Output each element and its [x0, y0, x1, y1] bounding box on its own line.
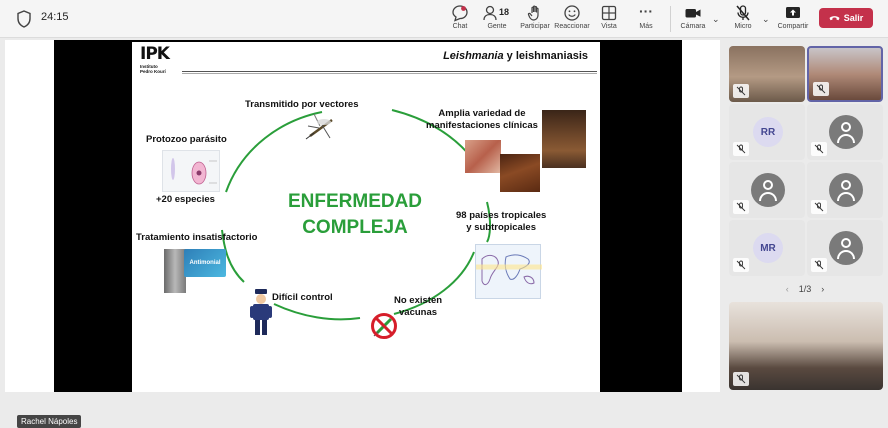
participant-initials-mr: MR — [753, 233, 783, 263]
grid-view-icon — [600, 4, 618, 22]
pager-next-chevron-icon[interactable]: › — [821, 284, 825, 294]
person-avatar-icon — [829, 115, 863, 149]
mic-button[interactable]: Micro — [730, 4, 756, 36]
logo-line-1: Instituto — [140, 64, 158, 69]
mic-options-chevron-icon[interactable]: ⌄ — [762, 14, 770, 24]
participant-tile-avatar-1[interactable] — [807, 104, 883, 160]
slide-center-heading: ENFERMEDAD COMPLEJA — [287, 191, 423, 238]
share-button[interactable]: Compartir — [776, 4, 810, 36]
logo-mark: IPK — [140, 44, 169, 64]
people-icon — [482, 4, 498, 22]
camera-icon — [684, 4, 702, 22]
label-paises: 98 países tropicales y subtropicales — [456, 210, 547, 233]
clinical-photo-face — [500, 154, 540, 192]
react-button[interactable]: Reaccionar — [554, 4, 590, 36]
shield-icon — [16, 10, 32, 28]
participant-initials-rr: RR — [753, 117, 783, 147]
leave-button[interactable]: Salir — [819, 8, 873, 28]
raise-hand-button[interactable]: Participar — [518, 4, 552, 36]
meeting-timer: 24:15 — [41, 11, 69, 23]
participant-tile-mr[interactable] — [729, 220, 805, 276]
drug-label: Antimonial — [189, 260, 221, 266]
view-button[interactable]: Vista — [596, 4, 622, 36]
person-avatar-icon — [751, 173, 785, 207]
participant-tile-rr[interactable] — [729, 104, 805, 160]
people-button[interactable]: 18 Gente — [480, 4, 514, 36]
mic-off-icon — [733, 200, 749, 214]
participant-tile-video-1[interactable] — [729, 46, 805, 102]
participant-tile-avatar-4[interactable] — [807, 220, 883, 276]
mic-off-icon — [734, 4, 752, 22]
label-tratamiento: Tratamiento insatisfactorio — [136, 232, 258, 243]
parasite-cell-icon — [163, 151, 221, 193]
drug-label-card — [184, 249, 226, 277]
smiley-icon — [563, 4, 581, 22]
participant-tile-avatar-2[interactable] — [729, 162, 805, 218]
person-avatar-icon — [829, 173, 863, 207]
mic-off-icon — [733, 142, 749, 156]
meeting-toolbar — [0, 0, 888, 38]
world-map-icon — [476, 245, 542, 300]
mic-off-icon — [813, 82, 829, 96]
more-button[interactable]: ··· Más — [634, 4, 658, 36]
phone-hangup-icon — [829, 14, 840, 22]
pager-prev-chevron-icon[interactable]: ‹ — [785, 284, 789, 294]
label-especies: +20 especies — [156, 194, 215, 205]
toolbar-divider — [670, 6, 671, 32]
participant-pager — [760, 284, 850, 294]
more-dots-icon: ··· — [639, 3, 653, 19]
participant-tile-video-2[interactable] — [807, 46, 883, 102]
label-vacunas: No existen vacunas — [394, 295, 443, 318]
mic-off-icon — [811, 258, 827, 272]
logo-line-2: Pedro Kourí — [140, 69, 166, 74]
hand-icon — [526, 4, 544, 22]
police-officer-icon — [249, 289, 273, 339]
camera-button[interactable]: Cámara — [678, 4, 708, 36]
label-vectores: Transmitido por vectores — [245, 99, 359, 110]
label-manifestaciones: Amplia variedad de manifestaciones clínicas — [426, 108, 538, 131]
drug-box-image — [164, 249, 186, 293]
slide-title: Leishmania y leishmaniasis — [443, 50, 588, 62]
clinical-photo-lesion — [465, 140, 501, 173]
chat-button[interactable]: Chat — [446, 4, 474, 36]
world-map-image — [475, 244, 541, 299]
mic-off-icon — [733, 84, 749, 98]
mic-off-icon — [733, 258, 749, 272]
mic-off-icon — [811, 200, 827, 214]
presenter-name-tag: Rachel Nápoles — [17, 415, 81, 428]
presentation-slide — [132, 42, 600, 392]
clinical-photo-child — [542, 110, 586, 168]
share-icon — [784, 4, 802, 22]
mic-off-icon — [733, 372, 749, 386]
self-video-tile[interactable] — [729, 302, 883, 390]
parasite-diagram-image — [162, 150, 220, 192]
label-protozoo: Protozoo parásito — [146, 134, 227, 145]
person-avatar-icon — [829, 231, 863, 265]
pager-indicator: 1/3 — [798, 284, 812, 294]
mosquito-icon — [304, 112, 338, 142]
chat-icon — [451, 4, 469, 22]
label-control: Difícil control — [272, 292, 333, 303]
people-count: 18 — [499, 7, 510, 17]
mic-off-icon — [811, 142, 827, 156]
camera-options-chevron-icon[interactable]: ⌄ — [712, 14, 720, 24]
participant-tile-avatar-3[interactable] — [807, 162, 883, 218]
